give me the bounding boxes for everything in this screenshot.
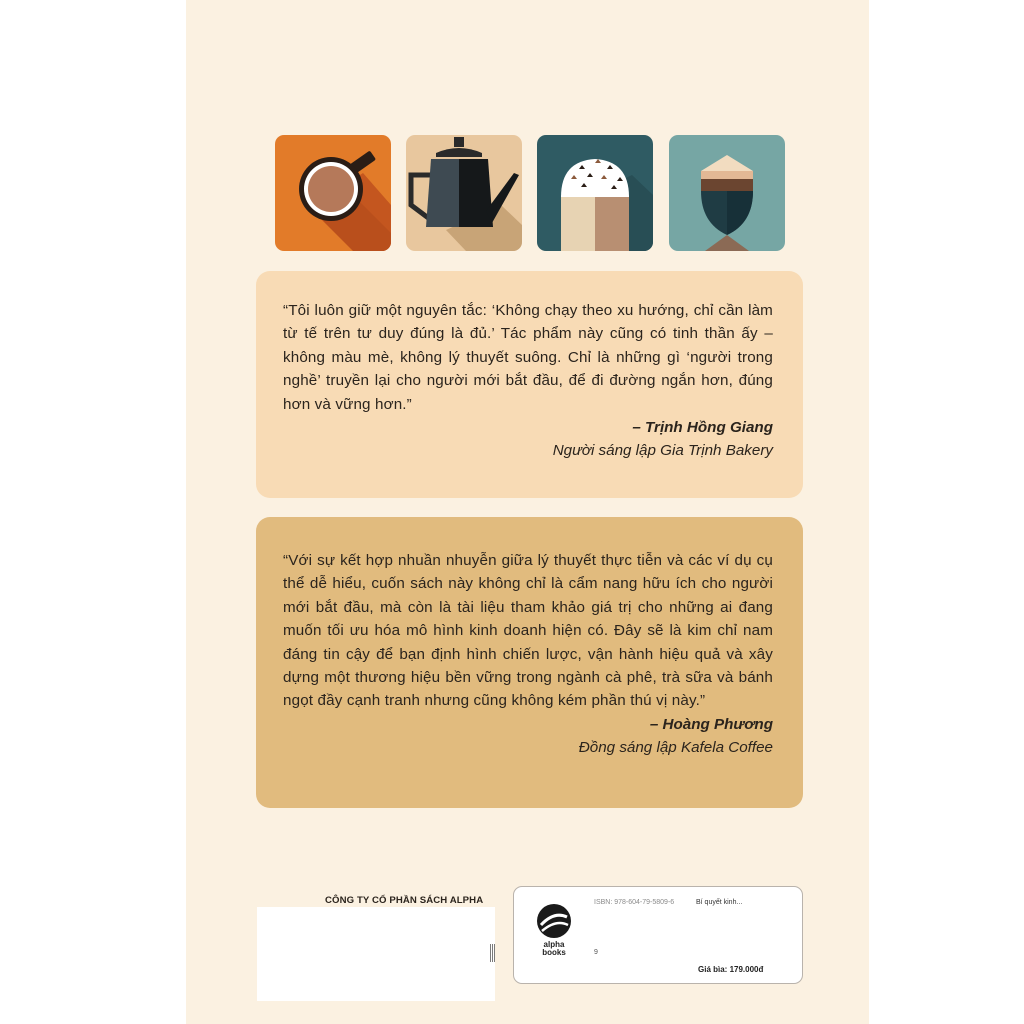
testimonial-text: “Tôi luôn giữ một nguyên tắc: ‘Không chạy theo xu hướng, chỉ cần làm từ tế trên tư duy đúng là đủ.’ Tác phẩm này cũng có tinh thần ấy – không màu mè, không lý thuyết suông. Chỉ là những gì ‘người trong nghề’ truyền lại cho người mới bắt đầu, để đi đường ngắn hơn, đúng hơn và vững hơn.”	[283, 302, 773, 413]
logo-text-books: books	[542, 948, 566, 957]
testimonial-role: Đồng sáng lập Kafela Coffee	[578, 739, 773, 757]
pour-over-kettle-icon	[406, 135, 522, 251]
coffee-cup-icon	[275, 135, 391, 251]
barcode-digit: 9	[594, 949, 598, 956]
dessert-glass-icon	[669, 135, 785, 251]
testimonial-text: “Với sự kết hợp nhuần nhuyễn giữa lý thuyết thực tiễn và các ví dụ cụ thể dễ hiểu, cuốn sách này không chỉ là cẩm nang hữu ích cho người mới bắt đầu, mà còn là tài liệu tham khảo giá trị cho những ai đang muốn tối ưu hóa mô hình kinh doanh hiện có. Đây sẽ là kim chỉ nam đáng tin cậy để bạn định hình chiến lược, vận hành hiệu quả và xây dựng một thương hiệu bền vững trong ngành cà phê, trà sữa và bánh ngọt đầy cạnh tranh nhưng cũng không kém phần thú vị này.”	[283, 552, 773, 710]
book-title-short: Bí quyết kinh...	[696, 899, 743, 906]
publisher-name: CÔNG TY CỔ PHẦN SÁCH ALPHA	[325, 895, 484, 906]
cappuccino-glass-icon	[537, 135, 653, 251]
isbn-price-box	[513, 886, 803, 984]
testimonial-role: Người sáng lập Gia Trịnh Bakery	[552, 442, 773, 460]
barcode-fragment	[490, 944, 496, 962]
blank-sticker-area	[257, 907, 495, 1001]
testimonial-card-2	[256, 517, 803, 808]
testimonial-author: – Trịnh Hồng Giang	[632, 419, 773, 437]
alpha-books-logo-icon	[532, 903, 576, 961]
testimonial-card-1	[256, 271, 803, 498]
isbn-number: ISBN: 978-604-79-5809-6	[594, 899, 675, 906]
testimonial-author: – Hoàng Phương	[649, 715, 773, 733]
cover-price: Giá bìa: 179.000đ	[698, 965, 764, 974]
logo-text-alpha: alpha	[543, 940, 565, 949]
